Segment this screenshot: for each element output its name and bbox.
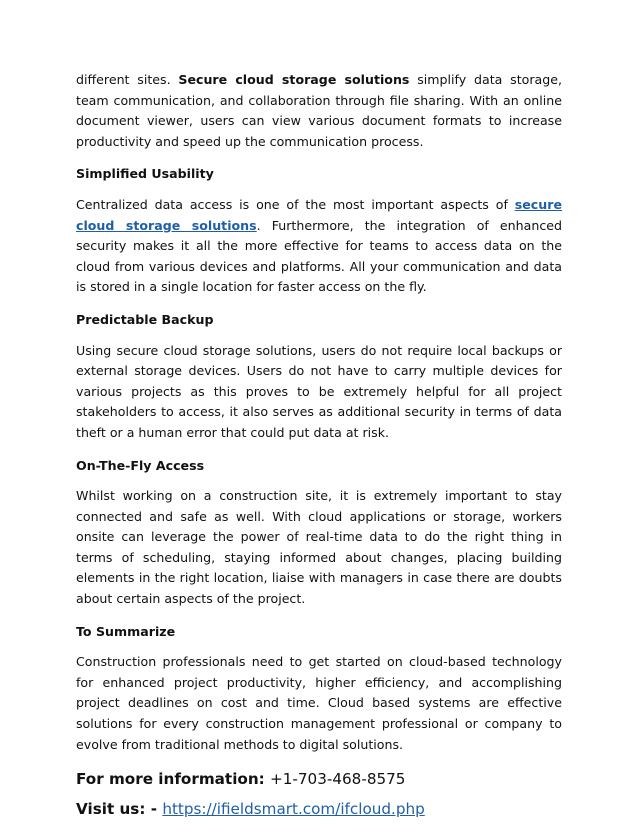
on-the-fly-access-paragraph: Whilst working on a construction site, it is extremely important to stay connected and safe as well. With cloud applications or storage, workers onsite can leverage the power of real-time data to do the right thing in terms of scheduling, staying informed about changes, placing building elements in the right location, liaise with managers in case there are doubts about certain aspects of the project. xyxy=(76,488,562,607)
contact-info-line xyxy=(76,767,562,791)
visit-label: Visit us: - xyxy=(76,800,158,819)
heading-simplified-usability: Simplified Usability xyxy=(76,166,214,182)
simplified-usability-paragraph xyxy=(76,195,562,298)
heading-to-summarize: To Summarize xyxy=(76,623,176,639)
simplified-usability-before: Centralized data access is one of the most important aspects of xyxy=(76,196,515,212)
phone-number: +1-703-468-8575 xyxy=(270,770,406,789)
intro-bold-phrase: Secure cloud storage solutions xyxy=(178,72,410,87)
intro-rest: simplify data storage, team communication, and collaboration through file sharing. With an online document viewer, users can view various document formats to increase productivity and speed up the communication process. xyxy=(76,72,562,149)
secure-cloud-storage-link[interactable]: secure cloud storage solutions xyxy=(76,196,562,233)
heading-on-the-fly-access: On-The-Fly Access xyxy=(76,457,205,473)
intro-lead: different sites. xyxy=(76,72,179,87)
heading-predictable-backup: Predictable Backup xyxy=(76,311,214,327)
document-page xyxy=(76,70,562,827)
to-summarize-paragraph: Construction professionals need to get started on cloud-based technology for enhanced project productivity, higher efficiency, and accomplishing project deadlines on cost and time. Cloud based systems are effective solutions for every construction management professional or company to evolve from traditional methods to digital solutions. xyxy=(76,654,562,752)
simplified-usability-after: . Furthermore, the integration of enhanced security makes it all the more effective for teams to access data on the cloud from various devices and platforms. All your communication and data is stored in a single location for faster access on the fly. xyxy=(76,217,563,295)
info-label: For more information: xyxy=(76,770,265,789)
visit-line xyxy=(76,797,562,821)
website-link[interactable]: https://ifieldsmart.com/ifcloud.php xyxy=(162,800,425,819)
intro-paragraph xyxy=(76,70,562,152)
predictable-backup-paragraph: Using secure cloud storage solutions, users do not require local backups or external storage devices. Users do not have to carry multiple devices for various projects as this proves to be extremely helpful for all project stakeholders to access, it also serves as additional security in terms of data theft or a human error that could put data at risk. xyxy=(76,342,562,440)
